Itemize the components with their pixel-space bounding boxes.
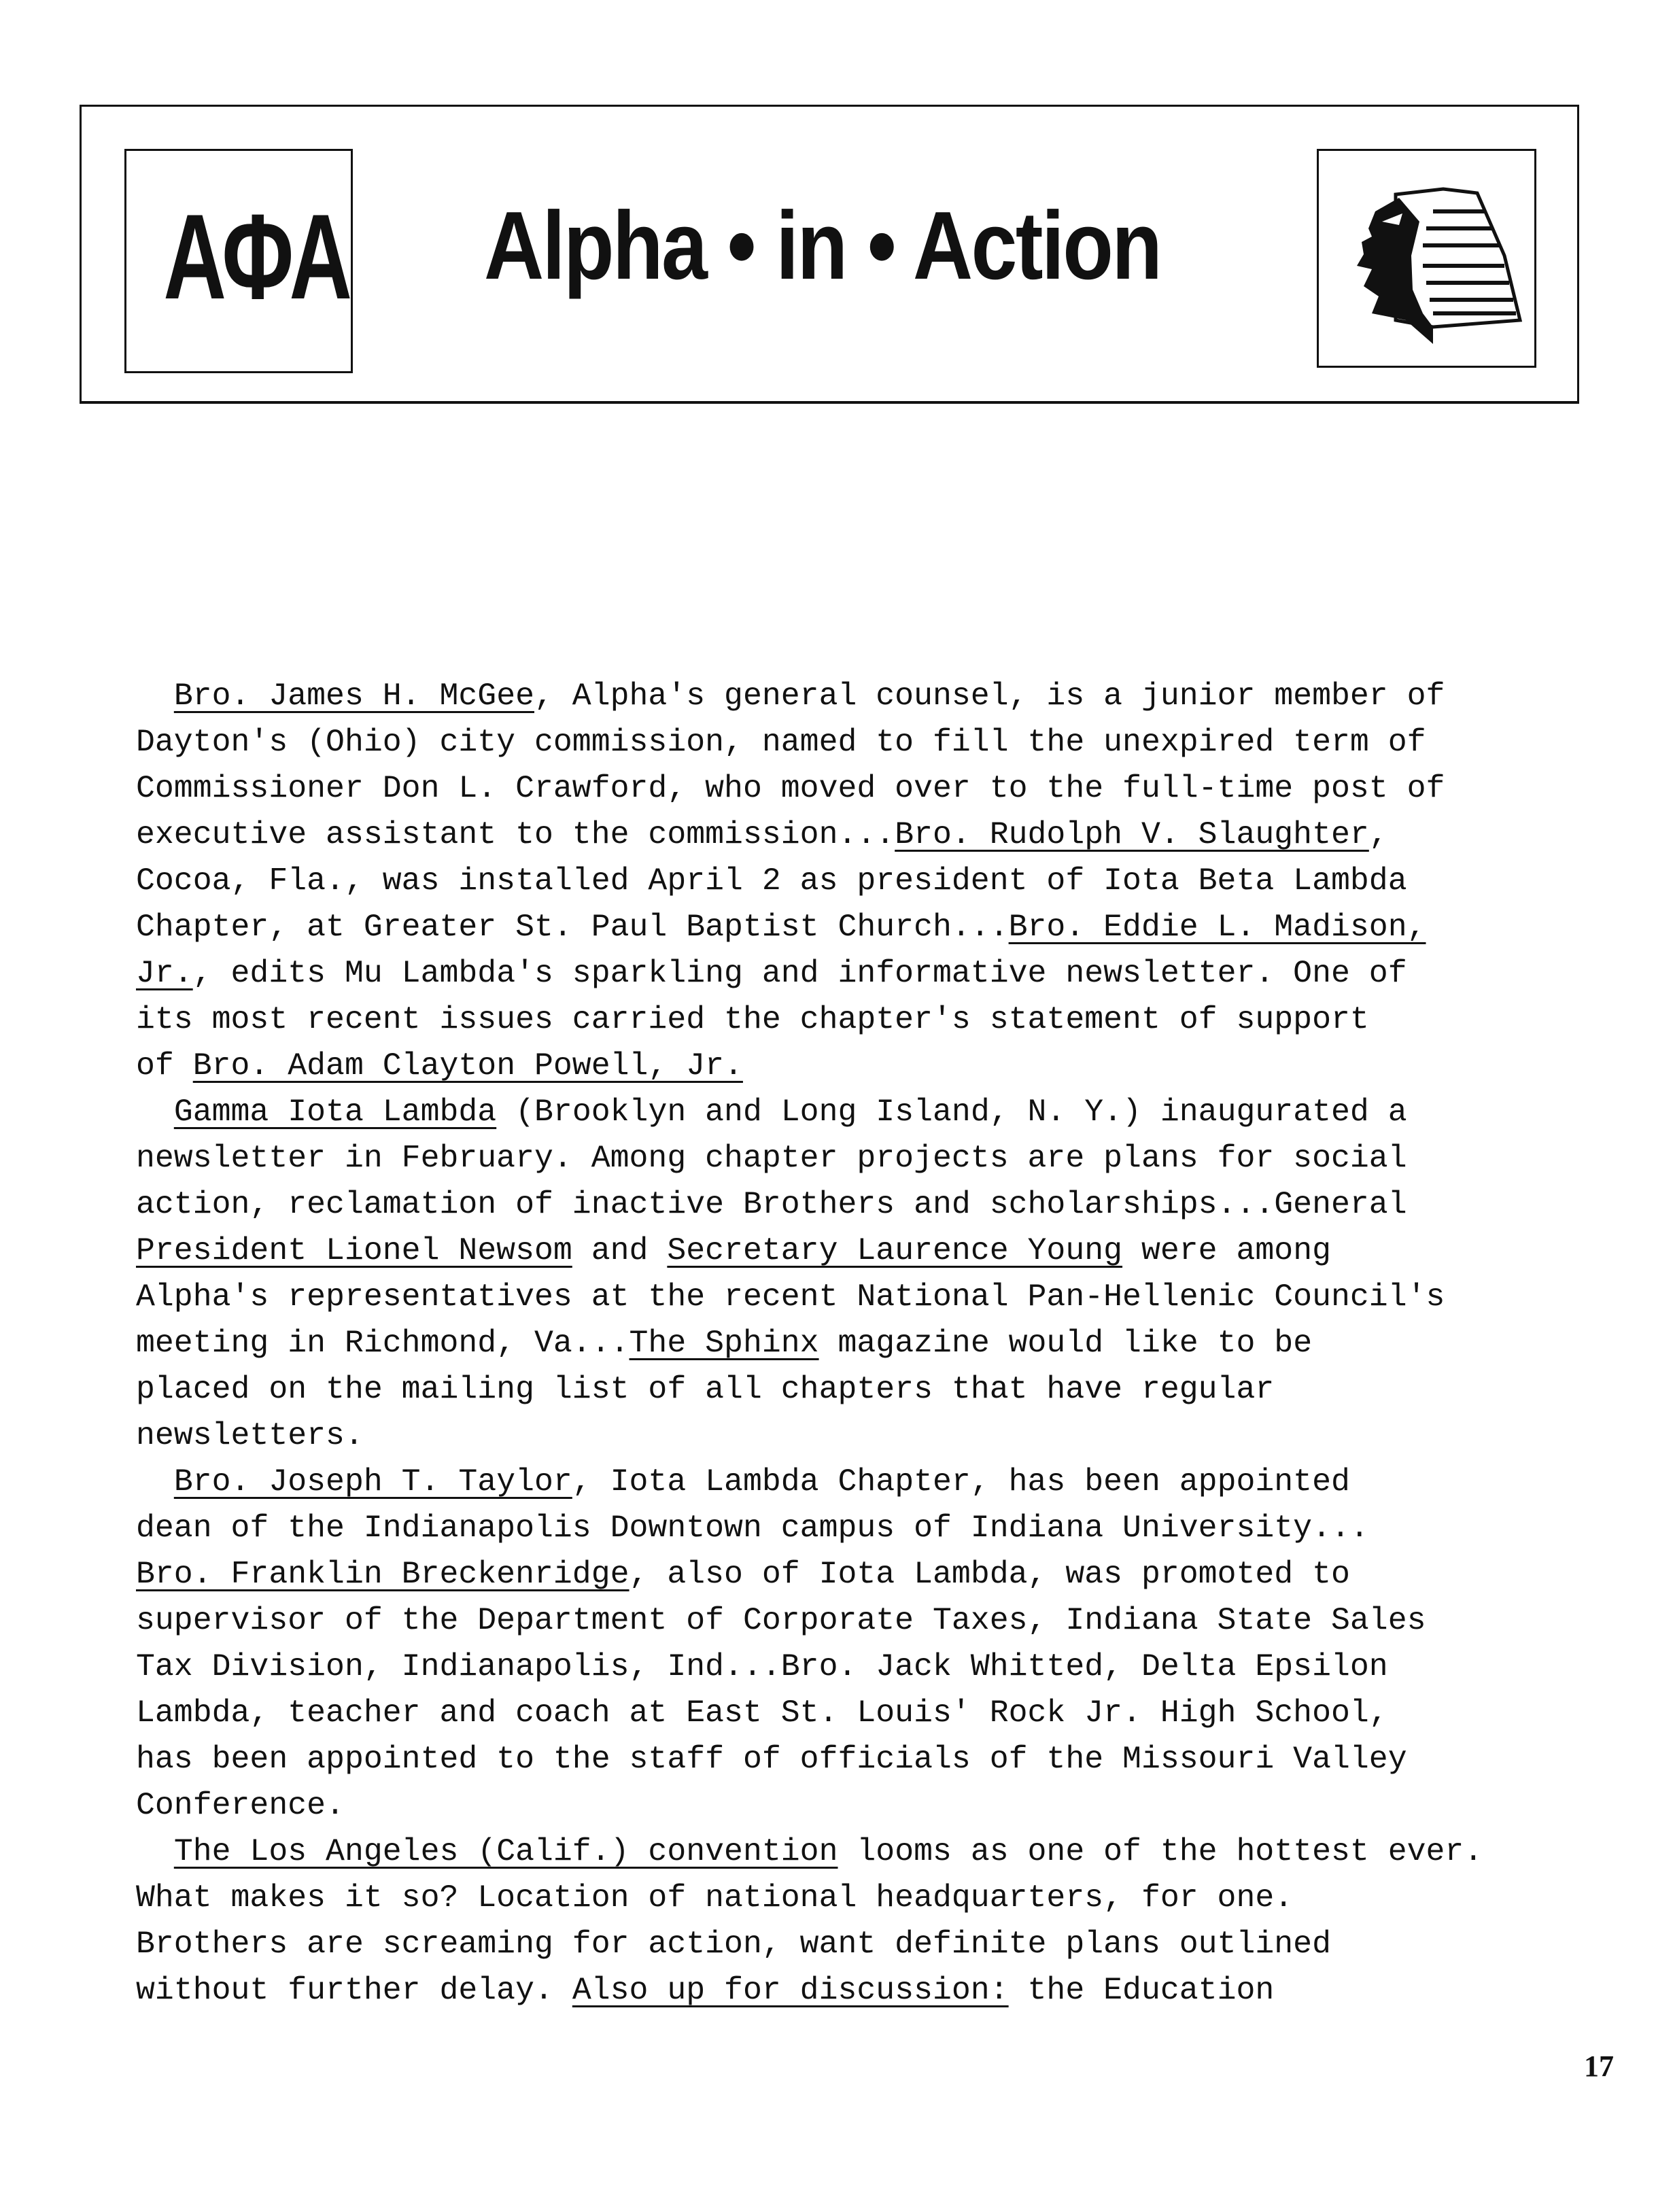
text-segment: Brothers are screaming for action, want definite plans outlined — [136, 1926, 1331, 1962]
text-segment: Chapter, at Greater St. Paul Baptist Church... — [136, 909, 1009, 945]
text-segment: of — [136, 1048, 193, 1084]
text-line — [136, 1921, 1591, 1967]
text-segment — [136, 1833, 174, 1869]
underlined-name: Bro. Rudolph V. Slaughter — [895, 816, 1369, 852]
text-line — [136, 950, 1591, 997]
text-line — [136, 1228, 1591, 1274]
underlined-name: Bro. Franklin Breckenridge — [136, 1556, 629, 1592]
text-segment: newsletter in February. Among chapter projects are plans for social — [136, 1140, 1407, 1176]
text-line — [136, 1875, 1591, 1921]
underlined-name: The Sphinx — [629, 1325, 819, 1361]
text-line — [136, 1644, 1591, 1690]
text-line — [136, 1597, 1591, 1644]
text-line — [136, 1459, 1591, 1505]
text-segment: and — [572, 1232, 668, 1268]
page-title: Alpha • in • Action — [484, 192, 1161, 300]
text-line — [136, 1829, 1591, 1875]
text-segment: (Brooklyn and Long Island, N. Y.) inaugurated a — [496, 1094, 1407, 1130]
page-number: 17 — [1584, 2050, 1614, 2083]
underlined-name: Jr. — [136, 955, 193, 991]
text-line — [136, 1551, 1591, 1597]
text-segment — [136, 1094, 174, 1130]
text-segment: magazine would like to be — [818, 1325, 1313, 1361]
underlined-name: Bro. James H. McGee — [173, 678, 534, 714]
text-line — [136, 904, 1591, 950]
text-segment: Dayton's (Ohio) city commission, named to fill the unexpired term of — [136, 724, 1426, 760]
text-line — [136, 1967, 1591, 2014]
text-line — [136, 1736, 1591, 1782]
text-segment: the Education — [1008, 1972, 1275, 2008]
text-line — [136, 997, 1591, 1043]
text-segment: looms as one of the hottest ever. — [838, 1833, 1483, 1869]
text-line — [136, 812, 1591, 858]
text-segment: Cocoa, Fla., was installed April 2 as president of Iota Beta Lambda — [136, 863, 1407, 899]
underlined-name: President Lionel Newsom — [136, 1232, 572, 1268]
text-line — [136, 1135, 1591, 1181]
underlined-name: Bro. Eddie L. Madison, — [1008, 909, 1426, 945]
text-line — [136, 1366, 1591, 1413]
text-segment: has been appointed to the staff of officials of the Missouri Valley — [136, 1741, 1407, 1777]
text-segment: Lambda, teacher and coach at East St. Louis' Rock Jr. High School, — [136, 1695, 1388, 1731]
text-line — [136, 765, 1591, 812]
text-line — [136, 1505, 1591, 1551]
text-line — [136, 1690, 1591, 1736]
text-line — [136, 1181, 1591, 1228]
sphinx-head-icon — [1331, 174, 1528, 351]
text-segment: placed on the mailing list of all chapters that have regular — [136, 1371, 1275, 1407]
greek-letters: ΑΦΑ — [163, 189, 351, 324]
greek-letters-box — [124, 149, 353, 373]
underlined-name: Bro. Joseph T. Taylor — [173, 1464, 572, 1500]
text-segment: executive assistant to the commission... — [136, 816, 895, 852]
text-line — [136, 1274, 1591, 1320]
text-segment — [136, 1464, 174, 1500]
text-line — [136, 1782, 1591, 1829]
underlined-name: Secretary Laurence Young — [667, 1232, 1123, 1268]
text-segment: , Alpha's general counsel, is a junior member of — [534, 678, 1445, 714]
underlined-name: Also up for discussion: — [572, 1972, 1009, 2008]
underlined-name: The Los Angeles (Calif.) convention — [173, 1833, 838, 1869]
text-segment: Commissioner Don L. Crawford, who moved over to the full-time post of — [136, 770, 1445, 806]
text-segment: Tax Division, Indianapolis, Ind...Bro. Jack Whitted, Delta Epsilon — [136, 1648, 1388, 1684]
text-segment: , Iota Lambda Chapter, has been appointed — [572, 1464, 1350, 1500]
text-segment: meeting in Richmond, Va... — [136, 1325, 629, 1361]
text-line — [136, 1089, 1591, 1135]
text-line — [136, 858, 1591, 904]
text-segment — [136, 678, 174, 714]
text-segment: Alpha's representatives at the recent National Pan-Hellenic Council's — [136, 1279, 1445, 1315]
text-segment: , edits Mu Lambda's sparkling and informative newsletter. One of — [192, 955, 1407, 991]
article-body — [136, 673, 1591, 2014]
text-segment: supervisor of the Department of Corporate Taxes, Indiana State Sales — [136, 1602, 1426, 1638]
underlined-name: Bro. Adam Clayton Powell, Jr. — [192, 1048, 743, 1084]
text-segment: action, reclamation of inactive Brothers and scholarships...General — [136, 1186, 1407, 1222]
text-segment: newsletters. — [136, 1417, 364, 1453]
logo-box — [1317, 149, 1536, 368]
text-segment: , — [1368, 816, 1388, 852]
text-line — [136, 1320, 1591, 1366]
text-segment: What makes it so? Location of national headquarters, for one. — [136, 1880, 1294, 1916]
text-segment: its most recent issues carried the chapter's statement of support — [136, 1001, 1369, 1037]
text-line — [136, 1413, 1591, 1459]
underlined-name: Gamma Iota Lambda — [173, 1094, 497, 1130]
text-segment: , also of Iota Lambda, was promoted to — [629, 1556, 1350, 1592]
text-segment: dean of the Indianapolis Downtown campus of Indiana University... — [136, 1510, 1369, 1546]
text-line — [136, 673, 1591, 719]
text-segment: were among — [1122, 1232, 1332, 1268]
text-line — [136, 1043, 1591, 1089]
text-line — [136, 719, 1591, 765]
text-segment: without further delay. — [136, 1972, 572, 2008]
text-segment: Conference. — [136, 1787, 345, 1823]
